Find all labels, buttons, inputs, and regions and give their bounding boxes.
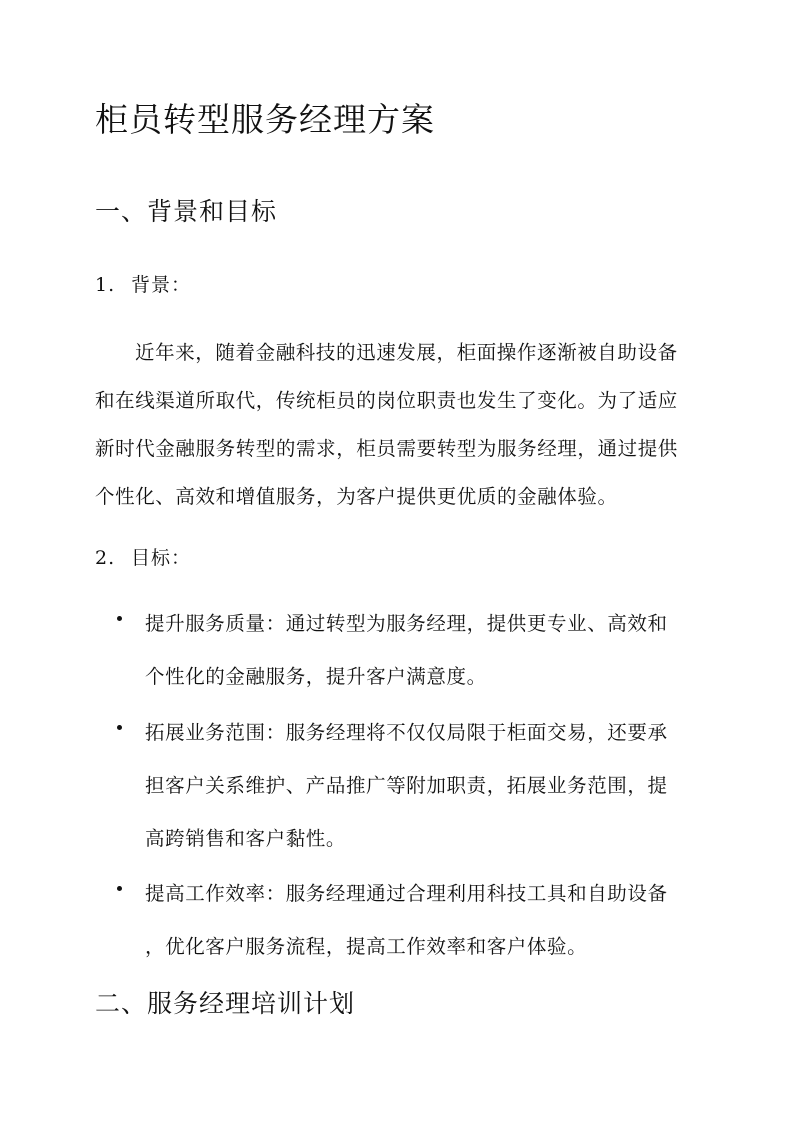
goal-line: 提升服务质量：通过转型为服务经理，提供更专业、高效和: [145, 612, 668, 635]
bullet-icon: [117, 886, 122, 891]
subheading-goals: [95, 545, 191, 571]
goal-line: 提高工作效率：服务经理通过合理利用科技工具和自助设备: [145, 882, 668, 905]
subheading-label: 背景：: [131, 274, 192, 296]
goal-text: [145, 597, 705, 703]
paragraph-line: 和在线渠道所取代，传统柜员的岗位职责也发生了变化。为了适应: [95, 389, 678, 412]
subheading-number: 2.: [95, 547, 116, 569]
background-paragraph: [95, 329, 707, 521]
goal-line: 个性化的金融服务，提升客户满意度。: [145, 665, 487, 688]
bullet-icon: [117, 616, 122, 621]
section-heading-background-goals: 一、背景和目标: [95, 197, 278, 226]
subheading-number: 1.: [95, 274, 116, 296]
section-heading-training-plan: 二、服务经理培训计划: [95, 989, 356, 1018]
goal-text: [145, 867, 705, 973]
paragraph-line: 新时代金融服务转型的需求，柜员需要转型为服务经理，通过提供: [95, 437, 678, 460]
subheading-background: [95, 272, 191, 298]
goal-line: 拓展业务范围：服务经理将不仅仅局限于柜面交易，还要承: [145, 721, 668, 744]
document-title: 柜员转型服务经理方案: [95, 100, 435, 139]
goal-line: ，优化客户服务流程，提高工作效率和客户体验。: [145, 935, 588, 958]
goal-line: 高跨销售和客户黏性。: [145, 827, 347, 850]
goal-line: 担客户关系维护、产品推广等附加职责，拓展业务范围，提: [145, 774, 668, 797]
paragraph-line: 近年来，随着金融科技的迅速发展，柜面操作逐渐被自助设备: [135, 341, 678, 364]
paragraph-line: 个性化、高效和增值服务，为客户提供更优质的金融体验。: [95, 485, 618, 508]
bullet-icon: [117, 725, 122, 730]
subheading-label: 目标：: [131, 547, 192, 569]
goal-text: [145, 706, 705, 865]
